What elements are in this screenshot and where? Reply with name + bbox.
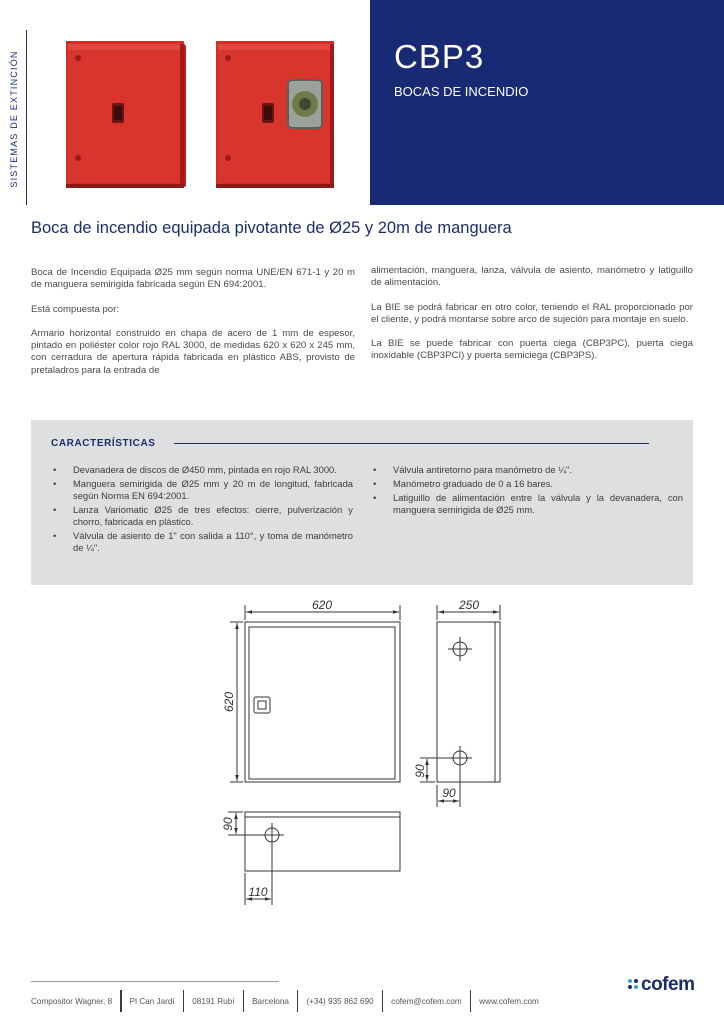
footer-separator [120,990,122,1012]
footer-address: Compositor Wagner, 8 [31,996,113,1006]
feature-item: • Manómetro graduado de 0 a 16 bares. [373,478,683,490]
footer-separator [382,990,384,1012]
product-family: BOCAS DE INCENDIO [394,84,529,99]
body-right-column [371,265,693,375]
body-left-column [31,267,355,389]
cofem-logo-icon [627,978,641,992]
section-side-label [6,34,22,204]
body-paragraph: Está compuesta por: [31,303,119,315]
features-title: CARACTERÍSTICAS [51,438,156,449]
model-code: CBP3 [394,38,485,75]
cofem-logo [627,974,697,996]
footer-website[interactable]: www.cofem.com [479,996,539,1006]
dim-front-height: 620 [222,691,236,713]
body-paragraph: La BIE se podrá fabricar en otro color, teniendo el RAL proporcionado por el cliente, y podrá montarse sobre arco de sujeción para montaje en suelo. [371,301,693,325]
side-view [420,605,500,807]
features-divider [174,443,649,444]
side-divider [26,30,27,205]
footer-separator [243,990,245,1012]
cabinet-window-image [210,38,340,190]
footer-email[interactable]: cofem@cofem.com [391,996,462,1006]
dim-side-offset-h: 90 [442,786,456,800]
footer-separator [183,990,185,1012]
dim-top-offset-h: 110 [248,885,268,899]
footer-area: Pl Can Jardí [129,996,175,1006]
features-list-left [53,464,353,556]
dim-front-width: 620 [311,598,333,612]
footer-postcode: 08191 Rubí [192,996,235,1006]
body-paragraph: Boca de Incendio Equipada Ø25 mm según norma UNE/EN 671-1 y 20 m de manguera semirigida fabricada según EN 694:2001. [31,267,355,291]
dim-side-width: 250 [458,598,480,612]
header-block [370,0,724,205]
feature-item: • Manguera semirigida de Ø25 mm y 20 m de longitud, fabricada según Norma EN 694:2001. [53,478,353,502]
feature-item: • Válvula antiretorno para manómetro de ¼". [373,464,683,476]
feature-item: • Válvula de asiento de 1" con salida a 110°, y toma de manómetro de ¼". [53,530,353,554]
body-paragraph: Armario horizontal construido en chapa de acero de 1 mm de espesor, pintado en poliéster color rojo RAL 3000, de medidas 620 x 620 x 245 mm, con cerradura de apertura rápida fabricada en plástico ABS, provisto de pretaladros para la entrada de [31,327,355,376]
technical-drawing [0,595,724,915]
dim-side-offset-v: 90 [413,764,427,778]
feature-item: • Devanadera de discos de Ø450 mm, pintada en rojo RAL 3000. [53,464,353,476]
feature-item: • Latiguillo de alimentación entre la válvula y la devanadera, con manguera semirigida de Ø25 mm. [373,492,683,516]
page-title: Boca de incendio equipada pivotante de Ø25 y 20m de manguera [31,219,512,237]
footer [31,990,539,1012]
features-list-right [373,464,683,518]
front-view [230,605,400,782]
side-label-text: SISTEMAS DE EXTINCIÓN [9,50,19,188]
features-panel [31,420,693,585]
body-paragraph: La BIE se puede fabricar con puerta ciega (CBP3PC), puerta ciega inoxidable (CBP3PCI) y puerta semiciega (CBP3PS). [371,338,693,362]
dim-top-offset-v: 90 [221,817,235,831]
cofem-logo-word: cofem [641,974,695,995]
footer-phone[interactable]: (+34) 935 862 690 [306,996,374,1006]
feature-item: • Lanza Variomatic Ø25 de tres efectos: cierre, pulverización y chorro, fabricada en plástico. [53,504,353,528]
cabinet-closed-image [60,38,190,190]
footer-divider [31,981,279,982]
body-paragraph: alimentación, manguera, lanza, válvula de asiento, manómetro y latiguillo de alimentación. [371,265,693,289]
footer-separator [297,990,299,1012]
footer-separator [470,990,472,1012]
footer-city: Barcelona [252,996,289,1006]
